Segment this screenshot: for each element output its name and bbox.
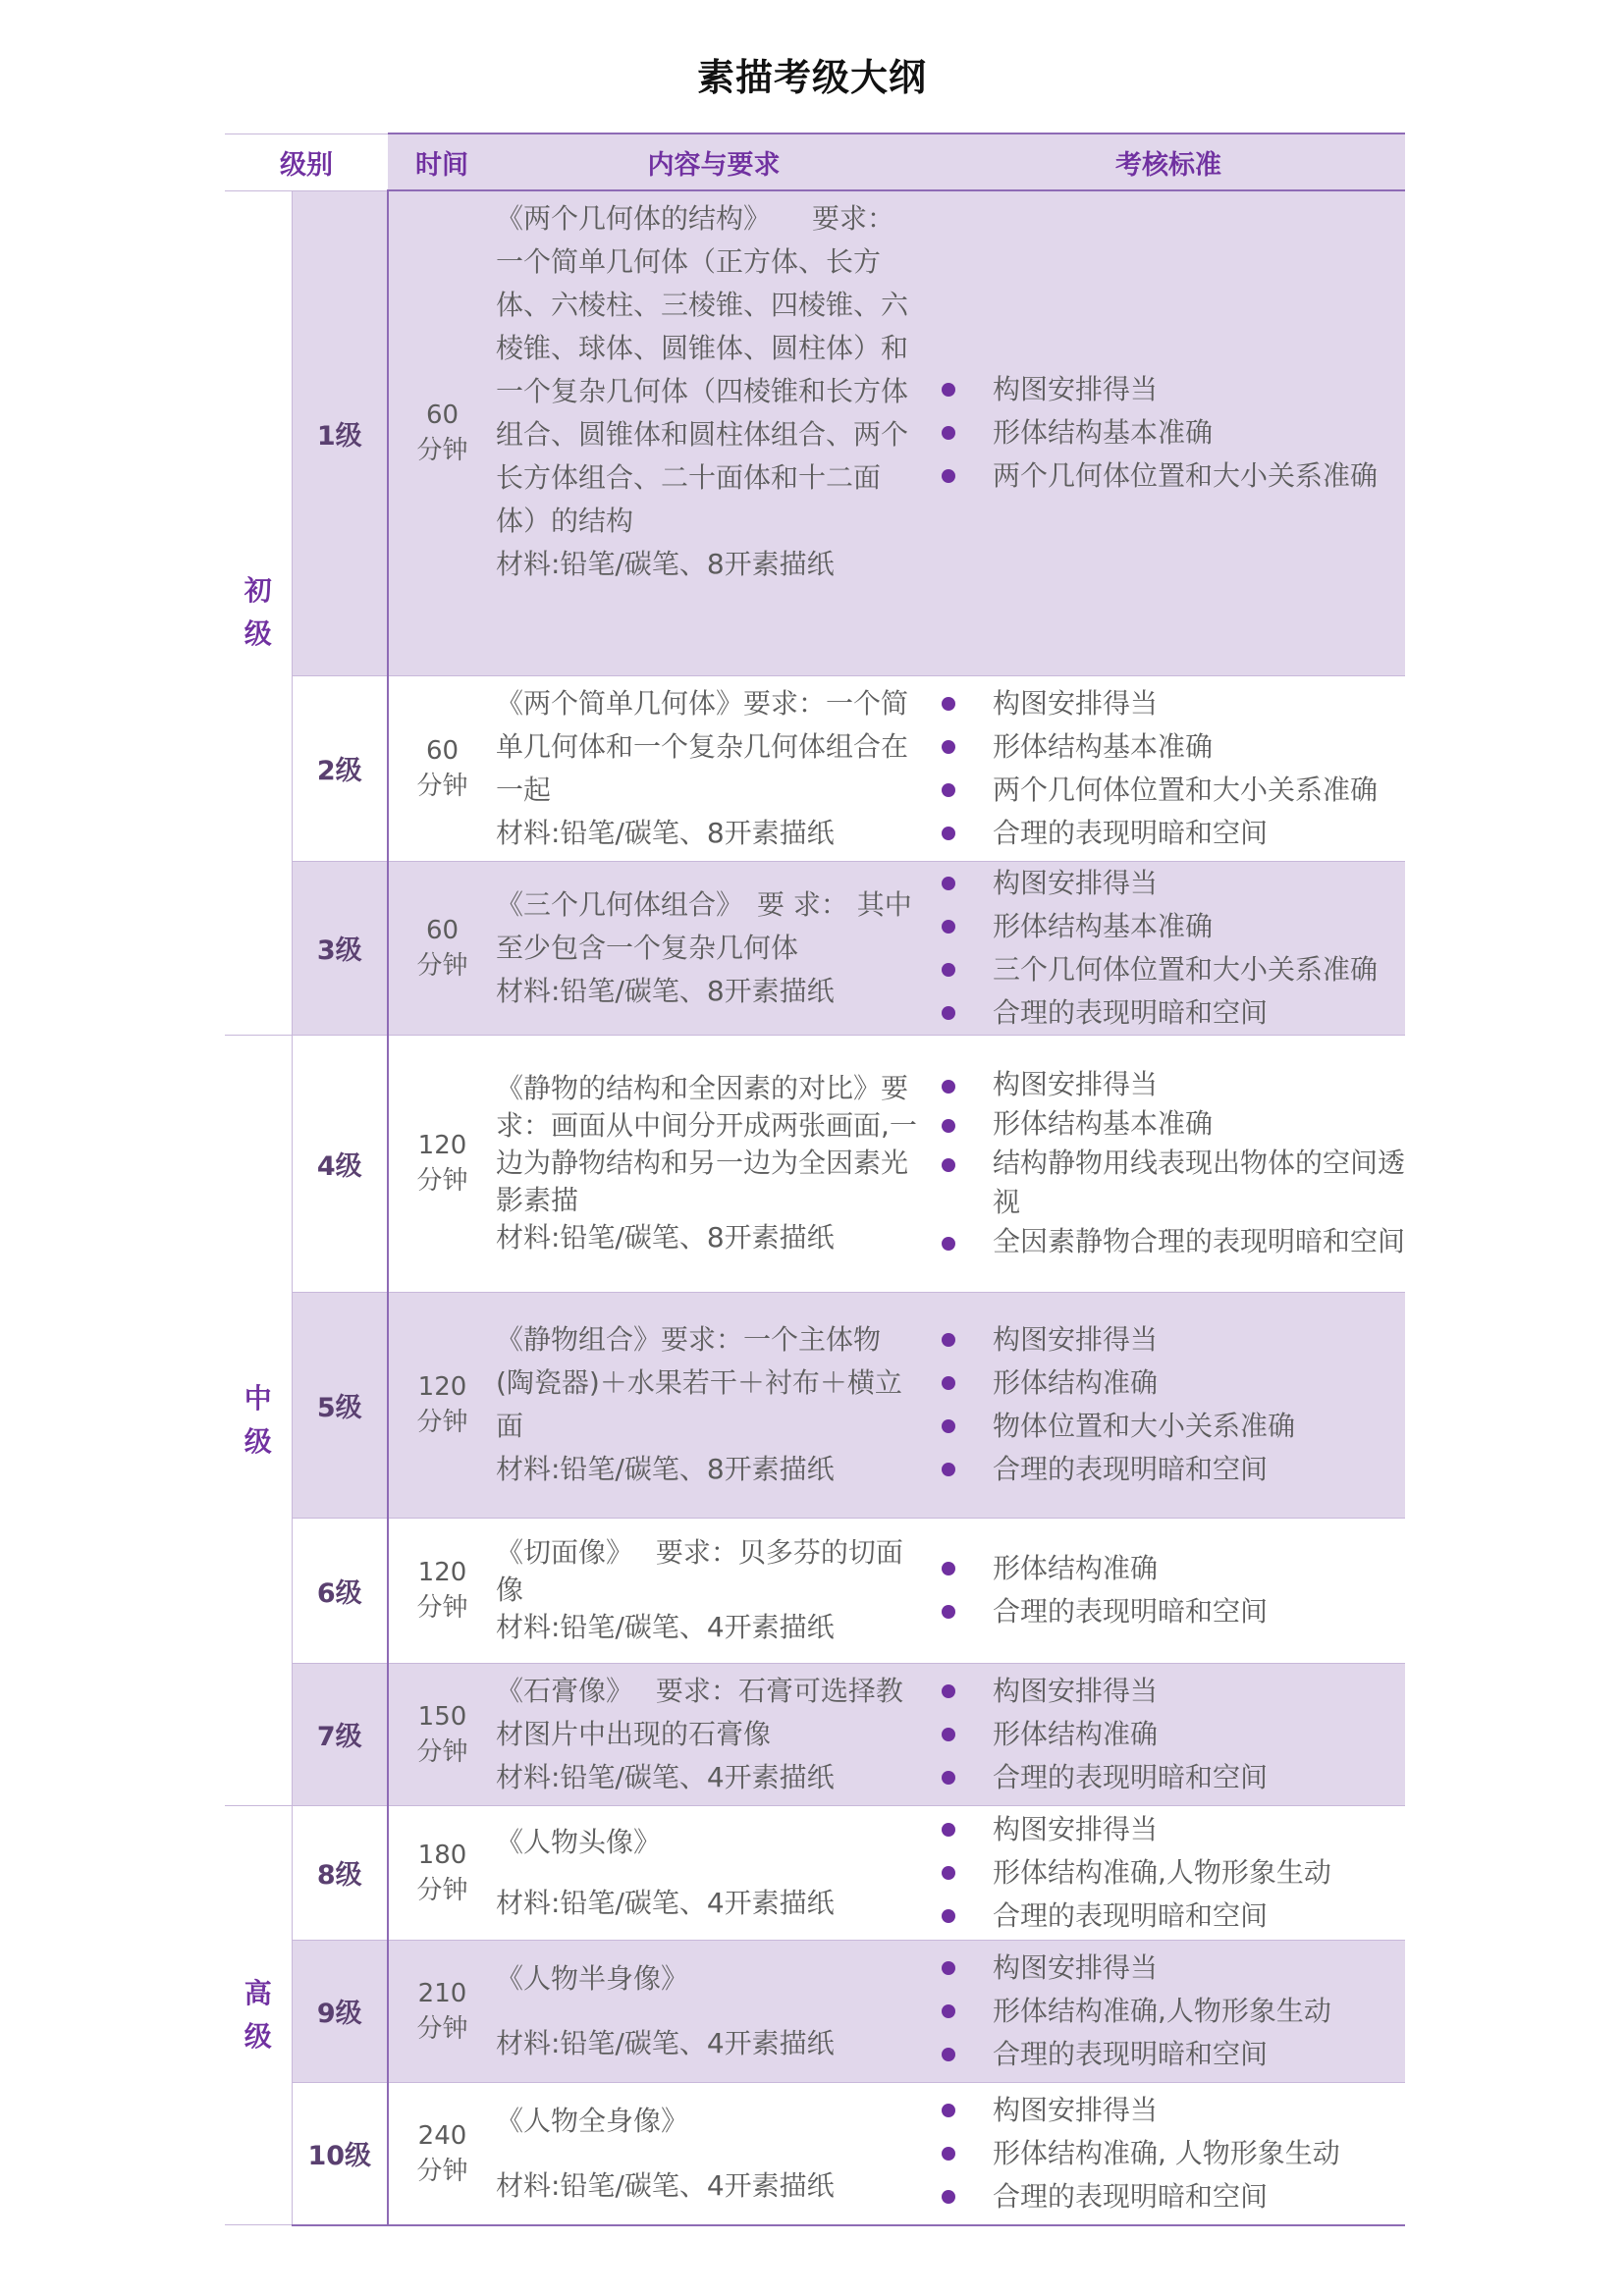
standard-item: 构图安排得当: [932, 682, 1405, 725]
content-cell: 《切面像》 要求：贝多芬的切面像 材料:铅笔/碳笔、4开素描纸: [496, 1518, 932, 1663]
standard-item: 形体结构准确,人物形象生动: [932, 1990, 1405, 2033]
content-cell: 《人物头像》 材料:铅笔/碳笔、4开素描纸: [496, 1805, 932, 1940]
material-text: 材料:铅笔/碳笔、4开素描纸: [496, 1886, 835, 1919]
standard-item: 构图安排得当: [932, 1318, 1405, 1362]
standard-item: 合理的表现明暗和空间: [932, 2175, 1405, 2218]
standard-item: 全因素静物合理的表现明暗和空间: [932, 1222, 1405, 1261]
tier-intermediate: 中 级: [225, 1035, 292, 1805]
level-cell: 5级: [292, 1292, 388, 1518]
level-cell: 6级: [292, 1518, 388, 1663]
time-cell: 60 分钟: [388, 675, 496, 861]
standard-cell: [932, 861, 1405, 1035]
standard-item: 形体结构准确: [932, 1713, 1405, 1756]
table-row: [225, 1940, 1405, 2082]
standard-item: 形体结构基本准确: [932, 905, 1405, 948]
standard-item: 构图安排得当: [932, 2089, 1405, 2132]
material-text: 材料:铅笔/碳笔、4开素描纸: [496, 2168, 835, 2202]
standard-item: 构图安排得当: [932, 1947, 1405, 1990]
table-row: [225, 1663, 1405, 1805]
standard-item: 构图安排得当: [932, 1808, 1405, 1851]
standard-item: 形体结构准确: [932, 1547, 1405, 1590]
time-cell: 120 分钟: [388, 1035, 496, 1292]
content-cell: 《人物半身像》 材料:铅笔/碳笔、4开素描纸: [496, 1940, 932, 2082]
table-row: [225, 1518, 1405, 1663]
standard-item: 形体结构准确: [932, 1362, 1405, 1405]
level-cell: 4级: [292, 1035, 388, 1292]
standard-item: 三个几何体位置和大小关系准确: [932, 948, 1405, 991]
standard-item: 物体位置和大小关系准确: [932, 1405, 1405, 1448]
header-row: [225, 133, 1405, 190]
time-cell: 60 分钟: [388, 861, 496, 1035]
standard-item: 两个几何体位置和大小关系准确: [932, 769, 1405, 812]
level-cell: 3级: [292, 861, 388, 1035]
standard-cell: [932, 1663, 1405, 1805]
header-standard: 考核标准: [932, 133, 1405, 190]
standard-item: 构图安排得当: [932, 368, 1405, 411]
standard-cell: [932, 2082, 1405, 2225]
standard-item: 合理的表现明暗和空间: [932, 812, 1405, 855]
content-cell: 《石膏像》 要求：石膏可选择教材图片中出现的石膏像 材料:铅笔/碳笔、4开素描纸: [496, 1663, 932, 1805]
table-row: [225, 2082, 1405, 2225]
standard-item: 形体结构基本准确: [932, 725, 1405, 769]
header-time: 时间: [388, 133, 496, 190]
level-cell: 2级: [292, 675, 388, 861]
table-row: [225, 1292, 1405, 1518]
content-cell: 《两个简单几何体》要求：一个简单几何体和一个复杂几何体组合在一起 材料:铅笔/碳笔、8开素描纸: [496, 675, 932, 861]
material-text: 材料:铅笔/碳笔、4开素描纸: [496, 1760, 835, 1793]
standard-cell: [932, 675, 1405, 861]
material-text: 材料:铅笔/碳笔、4开素描纸: [496, 2026, 835, 2059]
time-cell: 180 分钟: [388, 1805, 496, 1940]
standard-item: 形体结构准确, 人物形象生动: [932, 2132, 1405, 2175]
syllabus-table: [225, 133, 1405, 2226]
standard-cell: [932, 1805, 1405, 1940]
standard-item: 结构静物用线表现出物体的空间透视: [932, 1144, 1405, 1222]
table-row: [225, 675, 1405, 861]
header-level: 级别: [225, 133, 388, 190]
standard-item: 合理的表现明暗和空间: [932, 991, 1405, 1035]
standard-item: 合理的表现明暗和空间: [932, 1590, 1405, 1633]
standard-cell: [932, 1518, 1405, 1663]
content-cell: 《静物组合》要求：一个主体物(陶瓷器)＋水果若干＋衬布＋横立面 材料:铅笔/碳笔、8开素描纸: [496, 1292, 932, 1518]
standard-item: 构图安排得当: [932, 1065, 1405, 1104]
time-cell: 60 分钟: [388, 190, 496, 675]
standard-item: 形体结构基本准确: [932, 411, 1405, 454]
header-content: 内容与要求: [496, 133, 932, 190]
material-text: 材料:铅笔/碳笔、8开素描纸: [496, 1221, 835, 1254]
standard-cell: [932, 1035, 1405, 1292]
standard-item: 合理的表现明暗和空间: [932, 2033, 1405, 2076]
standard-item: 合理的表现明暗和空间: [932, 1448, 1405, 1491]
standard-item: 构图安排得当: [932, 862, 1405, 905]
content-cell: 《静物的结构和全因素的对比》要求：画面从中间分开成两张画面,一边为静物结构和另一边为全因素光影素描 材料:铅笔/碳笔、8开素描纸: [496, 1035, 932, 1292]
standard-item: 合理的表现明暗和空间: [932, 1895, 1405, 1938]
table-row: [225, 190, 1405, 675]
material-text: 材料:铅笔/碳笔、8开素描纸: [496, 548, 835, 580]
standard-cell: [932, 1292, 1405, 1518]
time-cell: 150 分钟: [388, 1663, 496, 1805]
page-title: 素描考级大纲: [696, 56, 927, 99]
material-text: 材料:铅笔/碳笔、8开素描纸: [496, 974, 835, 1007]
table-row: [225, 861, 1405, 1035]
time-cell: 120 分钟: [388, 1292, 496, 1518]
time-cell: 120 分钟: [388, 1518, 496, 1663]
time-cell: 210 分钟: [388, 1940, 496, 2082]
table-row: [225, 1805, 1405, 1940]
standard-item: 形体结构准确,人物形象生动: [932, 1851, 1405, 1895]
standard-item: 合理的表现明暗和空间: [932, 1756, 1405, 1799]
standard-item: 构图安排得当: [932, 1670, 1405, 1713]
level-cell: 8级: [292, 1805, 388, 1940]
level-cell: 10级: [292, 2082, 388, 2225]
standard-item: 形体结构基本准确: [932, 1104, 1405, 1144]
material-text: 材料:铅笔/碳笔、4开素描纸: [496, 1611, 835, 1643]
tier-beginner: 初 级: [225, 190, 292, 1035]
standard-cell: [932, 190, 1405, 675]
level-cell: 1级: [292, 190, 388, 675]
content-cell: 《人物全身像》 材料:铅笔/碳笔、4开素描纸: [496, 2082, 932, 2225]
level-cell: 9级: [292, 1940, 388, 2082]
table-row: [225, 1035, 1405, 1292]
level-cell: 7级: [292, 1663, 388, 1805]
material-text: 材料:铅笔/碳笔、8开素描纸: [496, 1453, 835, 1485]
standard-item: 两个几何体位置和大小关系准确: [932, 454, 1405, 498]
time-cell: 240 分钟: [388, 2082, 496, 2225]
tier-advanced: 高 级: [225, 1805, 292, 2225]
content-cell: 《两个几何体的结构》 要求：一个简单几何体（正方体、长方体、六棱柱、三棱锥、四棱锥、六棱锥、球体、圆锥体、圆柱体）和一个复杂几何体（四棱锥和长方体组合、圆锥体和圆柱体组合、两个长方体组合、二十面体和十二面体）的结构 材料:铅笔/碳笔、8开素描纸: [496, 190, 932, 675]
content-cell: 《三个几何体组合》 要 求： 其中至少包含一个复杂几何体 材料:铅笔/碳笔、8开素描纸: [496, 861, 932, 1035]
standard-cell: [932, 1940, 1405, 2082]
material-text: 材料:铅笔/碳笔、8开素描纸: [496, 816, 835, 849]
